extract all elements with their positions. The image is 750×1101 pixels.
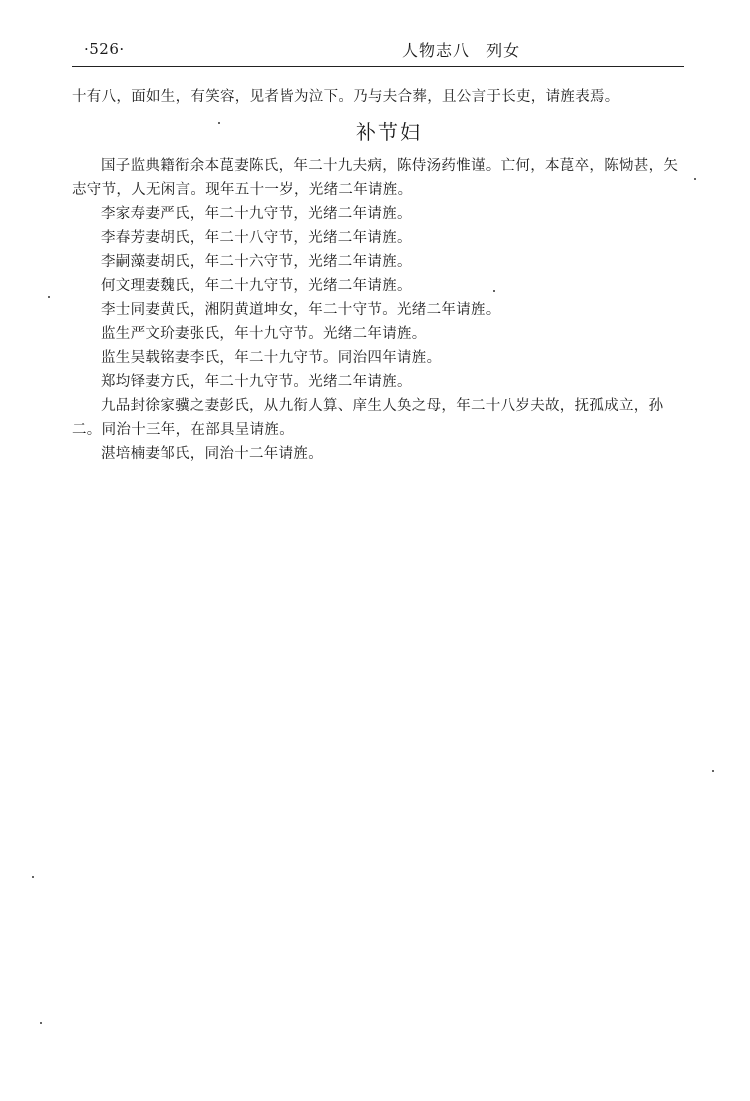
entry-paragraph: 国子监典籍衔余本菎妻陈氏，年二十九夫病，陈侍汤药惟谨。亡何，本菎卒，陈恸甚，矢志守节，人无闲言。现年五十一岁，光绪二年请旌。 [72,158,679,198]
carry-over-paragraph: 十有八，面如生，有笑容，见者皆为泣下。乃与夫合葬，且公言于长吏，请旌表焉。 [72,89,620,105]
entry-paragraph: 郑均铎妻方氏，年二十九守节。光绪二年请旌。 [101,374,412,390]
scan-speck [712,770,714,772]
scan-speck [493,290,495,292]
scan-speck [694,178,696,180]
header-rule [72,66,684,67]
entry-paragraph: 监生吴载铭妻李氏，年二十九守节。同治四年请旌。 [101,350,442,366]
entry-paragraph: 李嗣藻妻胡氏，年二十六守节，光绪二年请旌。 [101,254,412,270]
scan-speck [40,1022,42,1024]
section-title: 补节妇 [356,120,422,144]
entry-list [72,154,684,466]
entry-paragraph: 李家寿妻严氏，年二十九守节，光绪二年请旌。 [101,206,412,222]
entry-paragraph: 湛培楠妻邹氏，同治十二年请旌。 [101,446,323,462]
entry-paragraph: 九品封徐家骥之妻彭氏，从九衔人算、庠生人奂之母，年二十八岁夫故，抚孤成立，孙二。同治十三年，在部具呈请旌。 [72,398,664,438]
page-header [72,38,684,62]
scan-speck [218,122,220,124]
entry-paragraph: 何文理妻魏氏，年二十九守节，光绪二年请旌。 [101,278,412,294]
entry-paragraph: 监生严文玠妻张氏，年十九守节。光绪二年请旌。 [101,326,427,342]
running-title: 人物志八 列女 [402,41,521,60]
entry-paragraph: 李士同妻黄氏，湘阴黄道坤女，年二十守节。光绪二年请旌。 [101,302,501,318]
scan-speck [32,876,34,878]
scan-speck [48,296,50,298]
entry-paragraph: 李春芳妻胡氏，年二十八守节，光绪二年请旌。 [101,230,412,246]
page-number: ·526· [84,40,125,58]
